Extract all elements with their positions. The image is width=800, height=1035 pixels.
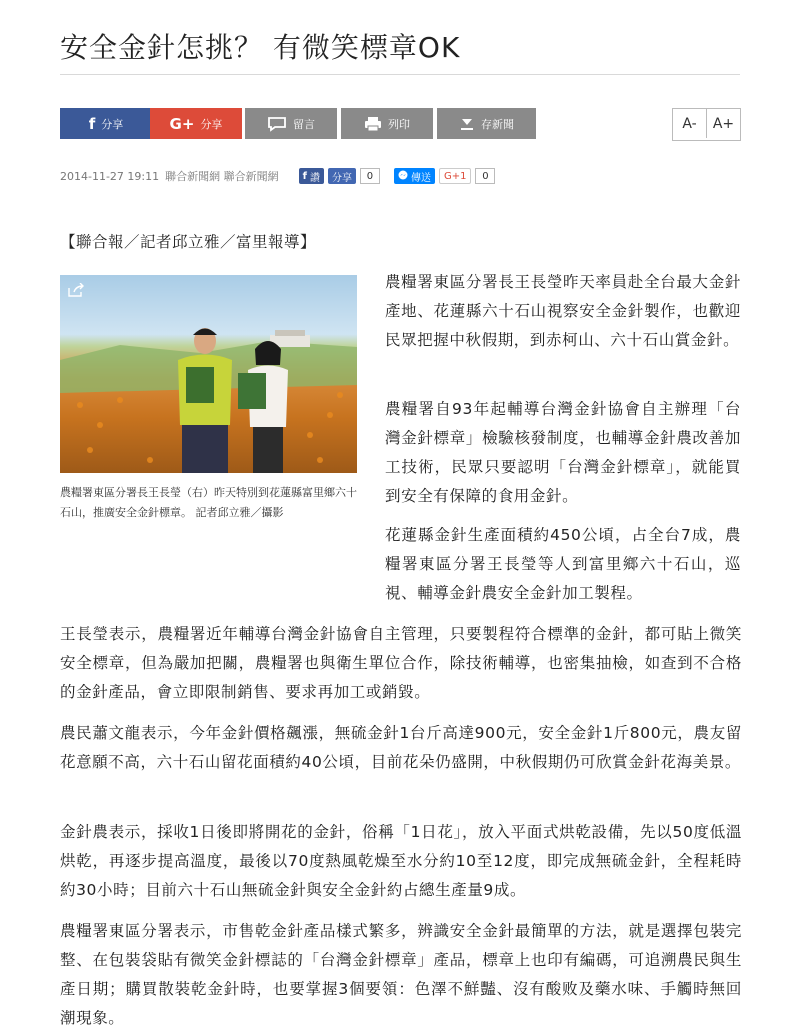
comment-label: 留言 (293, 117, 315, 131)
article-paragraph: 花蓮縣金針生產面積約450公頃，占全台7成，農糧署東區分署王長瑩等人到富里鄉六十石山，巡視、輔導金針農安全金針加工製程。 (385, 526, 741, 602)
facebook-icon: f (88, 114, 96, 133)
article-title: 安全金針怎挑？ 有微笑標章OK (60, 31, 461, 64)
print-label: 列印 (388, 117, 410, 131)
messenger-send-button[interactable] (394, 168, 435, 184)
facebook-like-button[interactable] (299, 168, 324, 184)
share-icon[interactable] (68, 283, 86, 297)
save-news-button[interactable] (437, 108, 536, 139)
google-plus-one-button[interactable]: G+1 (439, 168, 472, 184)
download-icon (459, 116, 475, 132)
font-size-controls (672, 108, 741, 141)
comment-icon (267, 116, 287, 132)
article-source: 聯合新聞網 聯合新聞網 (165, 170, 279, 183)
facebook-share-count: 0 (360, 168, 380, 184)
article-paragraph: 農糧署東區分署長王長瑩昨天率員赴全台最大金針產地、花蓮縣六十石山視察安全金針製作，也歡迎民眾把握中秋假期，到赤柯山、六十石山賞金針。 (385, 273, 741, 349)
article-paragraph: 農民蕭文龍表示，今年金針價格飆漲，無硫金針1台斤高達900元，安全金針1斤800元，農友留花意願不高，六十石山留花面積約40公頃，目前花朵仍盛開，中秋假期仍可欣賞金針花海美景。 (60, 724, 742, 771)
facebook-like-label: 讚 (309, 172, 320, 184)
article-paragraph: 農糧署自93年起輔導台灣金針協會自主辦理「台灣金針標章」檢驗核發制度，也輔導金針農改善加工技術，民眾只要認明「台灣金針標章」，就能買到安全有保障的食用金針。 (385, 400, 741, 505)
google-plus-icon: G+ (169, 114, 195, 133)
facebook-icon: f (302, 170, 307, 182)
article-paragraph: 王長瑩表示，農糧署近年輔導台灣金針協會自主管理，只要製程符合標準的金針，都可貼上微笑安全標章，但為嚴加把關，農糧署也與衛生單位合作，除技術輔導，也密集抽檢，如查到不合格的金針產品，會立即限制銷售、要求再加工或銷毀。 (60, 625, 742, 701)
google-plus-share-button[interactable] (150, 108, 242, 139)
printer-icon (364, 116, 382, 132)
article-paragraph: 農糧署東區分署表示，市售乾金針產品樣式繁多，辨識安全金針最簡單的方法，就是選擇包裝完整、在包裝袋貼有微笑金針標誌的「台灣金針標章」產品，標章上也印有編碼，可追溯農民與生產日期；購買散裝乾金針時，也要掌握3個要領：色澤不鮮豔、沒有酸败及藥水味、手觸時無回潮現象。 (60, 922, 742, 1027)
publish-date: 2014-11-27 19:11 (60, 169, 160, 183)
print-button[interactable] (341, 108, 433, 139)
google-plus-count: 0 (475, 168, 495, 184)
messenger-label: 傳送 (410, 172, 431, 184)
comment-button[interactable] (245, 108, 337, 139)
photo-scene (60, 275, 357, 473)
title-divider (60, 74, 740, 75)
save-news-label: 存新聞 (481, 117, 514, 131)
article-meta (60, 167, 509, 185)
font-increase-button[interactable]: A+ (706, 109, 740, 138)
article-photo[interactable] (60, 275, 357, 473)
messenger-icon (398, 170, 408, 183)
article-byline: 【聯合報／記者邱立雅／富里報導】 (60, 233, 317, 251)
font-decrease-button[interactable]: A- (682, 115, 697, 132)
photo-caption: 農糧署東區分署長王長瑩（右）昨天特別到花蓮縣富里鄉六十石山，推廣安全金針標章。 記者邱立雅／攝影 (60, 486, 357, 519)
article-paragraph: 金針農表示，採收1日後即將開花的金針，俗稱「1日花」，放入平面式烘乾設備，先以50度低溫烘乾，再逐步提高溫度，最後以70度熱風乾燥至水分約10至12度，即完成無硫金針，全程耗時約30小時；目前六十石山無硫金針與安全金針約占總生產量9成。 (60, 823, 742, 899)
facebook-share-small-button[interactable]: 分享 (328, 168, 356, 184)
google-share-label: 分享 (200, 117, 223, 131)
facebook-share-label: 分享 (101, 117, 124, 131)
facebook-share-button[interactable] (60, 108, 152, 139)
